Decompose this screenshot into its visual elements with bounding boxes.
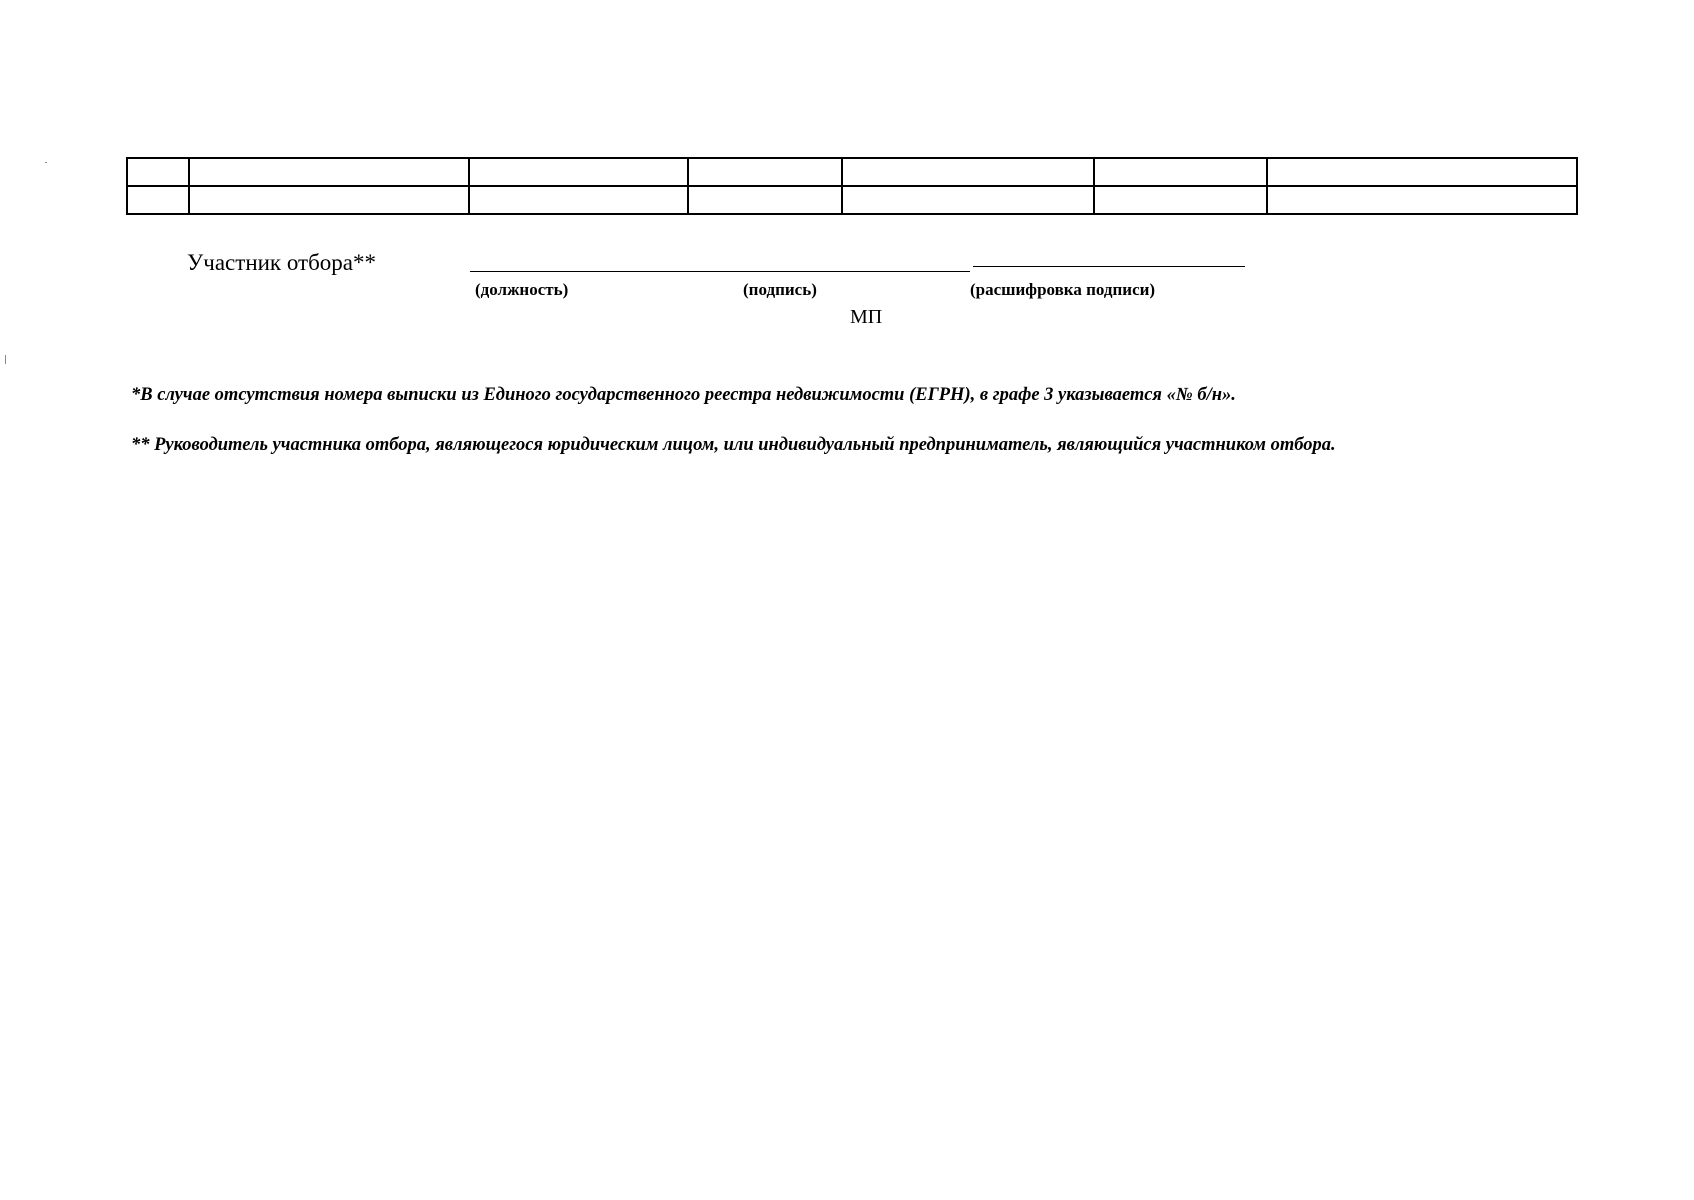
data-table [126,157,1578,215]
table-cell [127,186,189,214]
table-cell [189,186,469,214]
table-cell [127,158,189,186]
table-cell [1267,158,1577,186]
table-cell [688,158,842,186]
table-cell [1267,186,1577,214]
footnote-egrn: *В случае отсутствия номера выписки из Единого государственного реестра недвижимости (ЕГРН), в графе 3 указывается «№ б/н». [131,385,1236,405]
table-row [127,186,1577,214]
scan-speck [5,355,6,364]
signature-caption: (подпись) [743,280,817,299]
table-cell [1094,186,1267,214]
table-cell [688,186,842,214]
stamp-placeholder: МП [850,306,883,328]
participant-label: Участник отбора** [187,250,377,275]
signature-decode-line [973,266,1245,267]
table-row [127,158,1577,186]
table-cell [469,158,688,186]
table-cell [1094,158,1267,186]
table-cell [842,158,1094,186]
signature-decode-caption: (расшифровка подписи) [970,280,1156,299]
table-cell [189,158,469,186]
table-cell [842,186,1094,214]
scan-speck [45,162,47,163]
footnote-head: ** Руководитель участника отбора, являющегося юридическим лицом, или индивидуальный предприниматель, являющийся участником отбора. [131,435,1336,455]
position-caption: (должность) [475,280,569,299]
position-signature-line [470,271,970,272]
table-cell [469,186,688,214]
